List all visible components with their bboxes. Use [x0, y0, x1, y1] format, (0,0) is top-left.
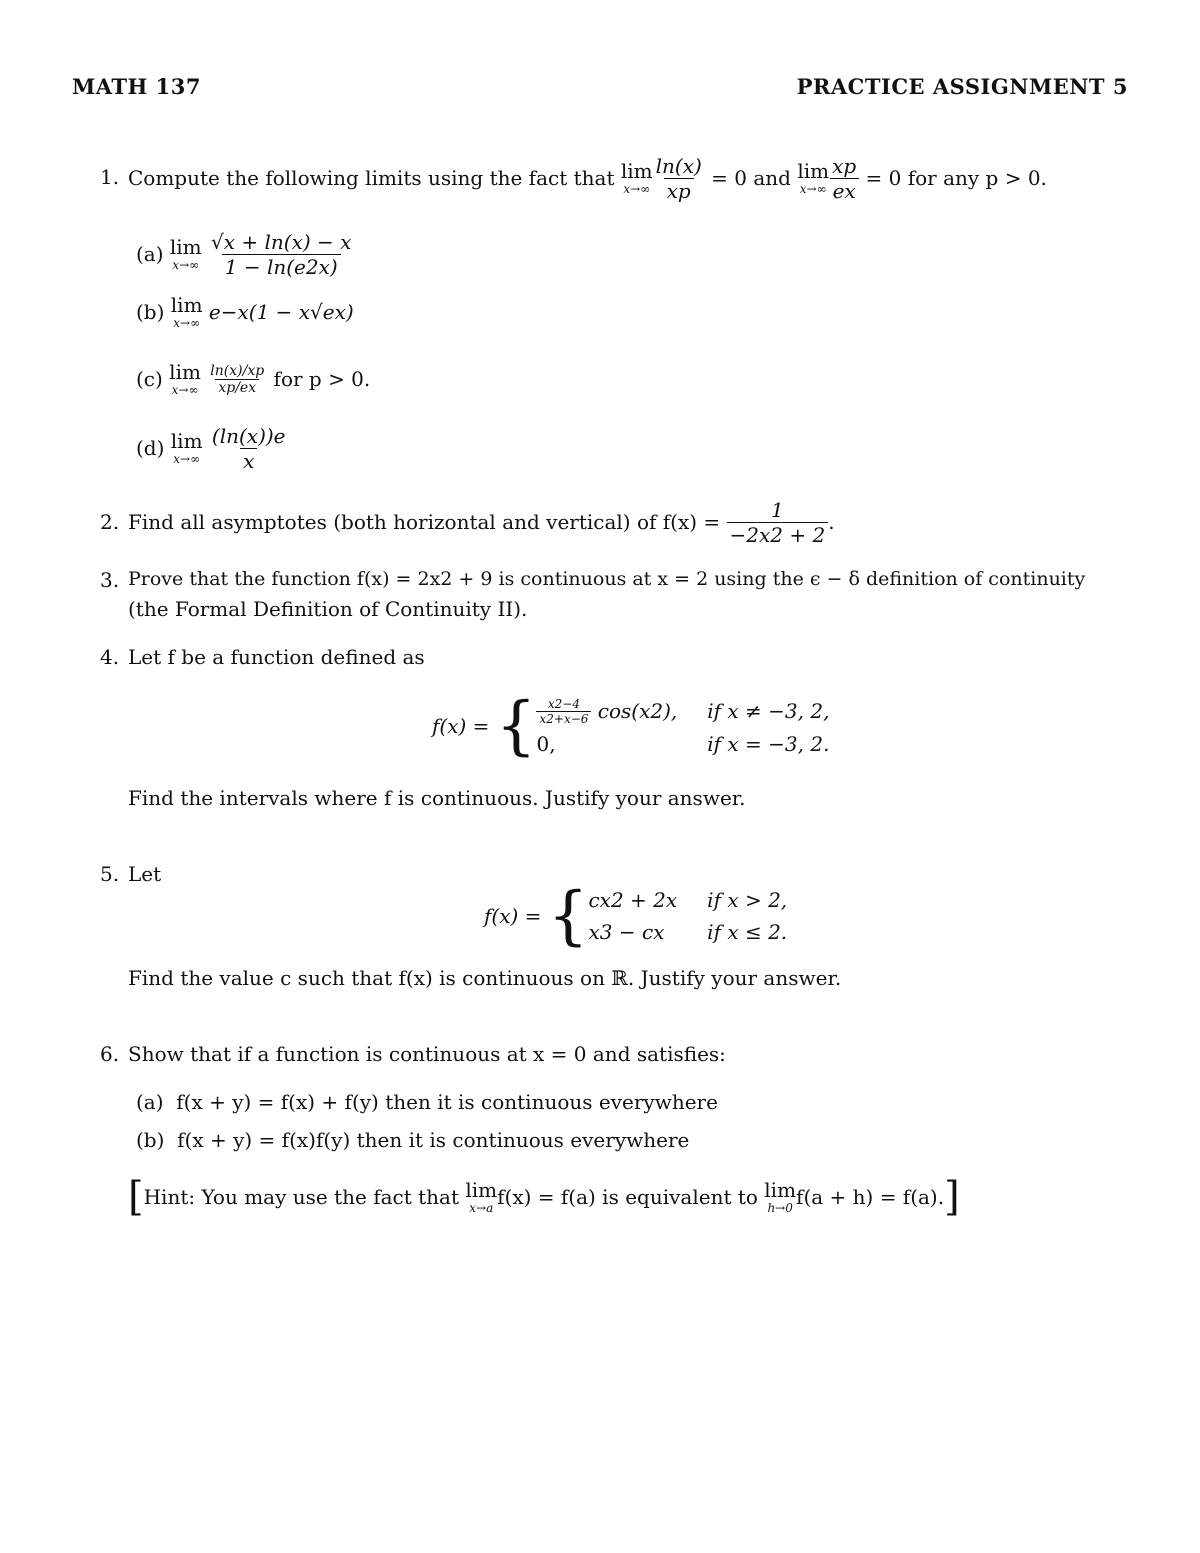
q4-case1-frac: $\frac{x2-4}{x2+x-6}$ [536, 697, 591, 726]
q1-fact1-frac: $\frac{\ln(x)}{xp}$ [655, 153, 702, 203]
q1d-lim: lim x→∞ [170, 429, 203, 466]
q2-frac: $\frac{1}{-2x2 + 2}$ [727, 498, 829, 547]
q4-fx: f(x) = [432, 714, 490, 738]
q6-number: 6. [100, 1042, 120, 1066]
q5-piecewise [484, 878, 787, 954]
q4-case1-cond: if x ≠ −3, 2, [707, 699, 830, 723]
q5-case2: x3 − cx [588, 920, 665, 944]
hint-mid: f(x) = f(a) is equivalent to [497, 1185, 758, 1209]
q2-number: 2. [100, 510, 120, 534]
q1c-frac: $\frac{\ln(x)/xp}{xp/ex}$ [210, 362, 265, 396]
q1-eq0: = 0 and [711, 166, 791, 190]
q3-line2: (the Formal Definition of Continuity II). [128, 597, 528, 621]
q2-text: Find all asymptotes (both horizontal and vertical) of f(x) = [128, 510, 721, 534]
hint-close-bracket: ] [944, 1174, 960, 1220]
q5-case1: cx2 + 2x [588, 888, 678, 912]
q6-hint [128, 1172, 960, 1222]
q2-statement: Find all asymptotes (both horizontal and vertical) of f(x) = $\frac{1}{-2x2 + 2}$ . [128, 497, 835, 547]
q4-case1-tail: cos(x2), [597, 699, 678, 723]
q4-number: 4. [100, 645, 120, 669]
q1c-tail: for p > 0. [273, 367, 371, 391]
q3-number: 3. [100, 568, 120, 592]
q5-cases [588, 888, 787, 944]
q4-case1 [536, 697, 677, 726]
q1-statement [128, 146, 1047, 210]
q1b [136, 292, 354, 332]
q1c-lim: lim x→∞ [169, 360, 201, 397]
q6-intro: Show that if a function is continuous at x = 0 and satisfies: [128, 1042, 726, 1066]
q4-brace: { [495, 689, 537, 763]
q4-cases [536, 697, 829, 756]
q5-case2-cond: if x ≤ 2. [707, 920, 788, 944]
q5-fx: f(x) = [484, 904, 542, 928]
q1-fact2-lim: lim x→∞ [797, 159, 830, 196]
hint-pre: Hint: You may use the fact that [143, 1185, 459, 1209]
q1-fact2-frac: $\frac{xp}{ex}$ [829, 154, 859, 203]
q1-fact1-lim: lim x→∞ [620, 159, 653, 196]
q4-task: Find the intervals where f is continuous. Justify your answer. [128, 786, 746, 810]
q5-case1-cond: if x > 2, [707, 888, 788, 912]
q1a-frac: $\frac{√x + \ln(x) - x}{1 - \ln(e2x)}$ [211, 229, 352, 279]
q4-case2: 0, [536, 731, 556, 756]
q1-intro: Compute the following limits using the fact that [128, 166, 615, 190]
q4-case2-cond: if x = −3, 2. [707, 731, 830, 756]
q5-intro: Let [128, 862, 162, 886]
q1c [136, 344, 370, 414]
q4-intro: Let f be a function defined as [128, 645, 425, 669]
q4-piecewise [432, 686, 829, 766]
q6a-label: (a) [136, 1090, 164, 1114]
q1-number: 1. [100, 165, 120, 189]
course-code: MATH 137 [72, 74, 202, 99]
assignment-title: PRACTICE ASSIGNMENT 5 [796, 74, 1128, 99]
q6b-label: (b) [136, 1128, 165, 1152]
q1a-label: (a) [136, 242, 164, 266]
q1b-expr: e−x(1 − x√ex) [208, 300, 354, 324]
q6a [136, 1090, 718, 1114]
q1c-label: (c) [136, 367, 163, 391]
q5-brace: { [547, 879, 589, 953]
q6a-text: f(x + y) = f(x) + f(y) then it is continuous everywhere [176, 1090, 718, 1114]
hint-lim1: lim x→a [465, 1178, 498, 1215]
q1d-label: (d) [136, 436, 165, 460]
hint-lim2: lim h→0 [764, 1178, 797, 1215]
hint-open-bracket: [ [128, 1174, 144, 1220]
q5-task: Find the value c such that f(x) is continuous on ℝ. Justify your answer. [128, 966, 842, 990]
q3-line1: Prove that the function f(x) = 2x2 + 9 is continuous at x = 2 using the ϵ − δ definition of continuity [128, 568, 1086, 590]
q1-tail: = 0 for any p > 0. [865, 166, 1047, 190]
q1d [136, 420, 289, 476]
q6b-text: f(x + y) = f(x)f(y) then it is continuous everywhere [177, 1128, 690, 1152]
q1a [136, 226, 354, 282]
q1b-lim: lim x→∞ [170, 293, 203, 330]
q1d-frac: $\frac{(\ln(x))e}{x}$ [211, 423, 286, 473]
hint-end: f(a + h) = f(a). [796, 1185, 945, 1209]
q1b-label: (b) [136, 300, 165, 324]
q1a-lim: lim x→∞ [169, 235, 202, 272]
q5-number: 5. [100, 862, 120, 886]
q6b [136, 1128, 689, 1152]
